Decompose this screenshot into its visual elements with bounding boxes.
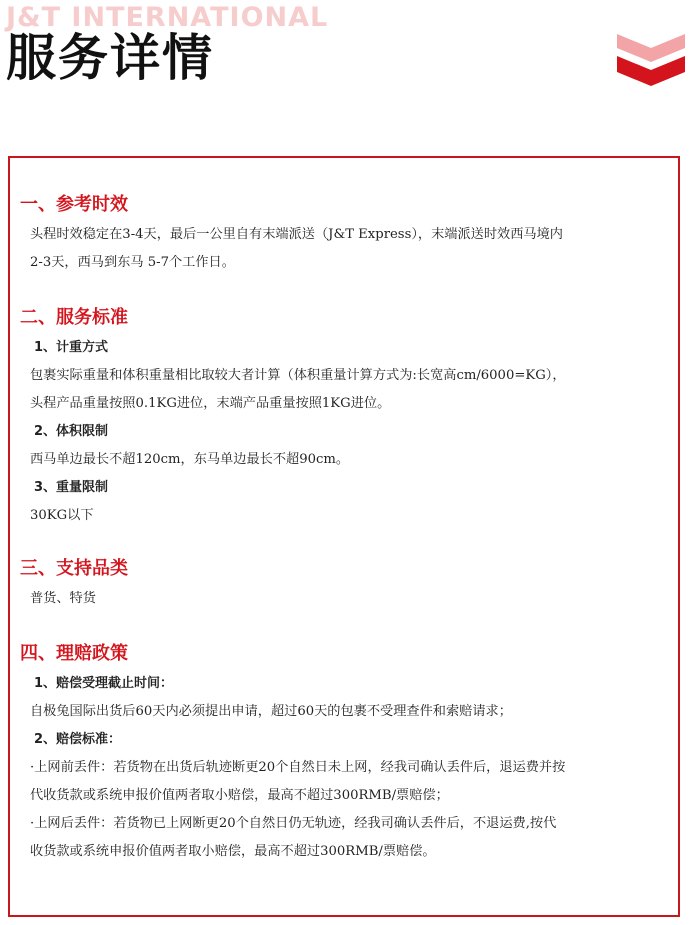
brand-watermark: J&T INTERNATIONAL	[6, 2, 329, 33]
subsection-title-weight-limit: 3、重量限制	[34, 480, 109, 495]
section-title-supported-categories: 三、支持品类	[20, 558, 128, 579]
subsection-title-claim-deadline: 1、赔偿受理截止时间：	[34, 676, 174, 691]
paragraph-line: 30KG以下	[30, 508, 94, 523]
subsection-title-compensation-standard: 2、赔偿标准：	[34, 732, 122, 747]
paragraph-line: 代收货款或系统申报价值两者取小赔偿，最高不超过300RMB/票赔偿；	[30, 788, 449, 803]
service-details-content	[20, 193, 676, 866]
paragraph-line: 收货款或系统申报价值两者取小赔偿，最高不超过300RMB/票赔偿。	[30, 844, 436, 859]
double-chevron-down-icon	[617, 34, 685, 86]
paragraph-line: ·上网后丢件：若货物已上网断更20个自然日仍无轨迹，经我司确认丢件后，不退运费,按代	[30, 816, 557, 831]
paragraph-line: ·上网前丢件：若货物在出货后轨迹断更20个自然日未上网，经我司确认丢件后，退运费并按	[30, 760, 566, 775]
section-title-claims-policy: 四、理赔政策	[20, 643, 128, 664]
paragraph-line: 头程产品重量按照0.1KG进位，末端产品重量按照1KG进位。	[30, 396, 391, 411]
paragraph-line: 包裹实际重量和体积重量相比取较大者计算（体积重量计算方式为:长宽高cm/6000=KG），	[30, 368, 566, 383]
service-details-panel	[8, 156, 680, 917]
paragraph-line: 普货、特货	[30, 591, 96, 606]
paragraph-line: 2-3天，西马到东马 5-7个工作日。	[30, 255, 235, 270]
subsection-title-weight-method: 1、计重方式	[34, 340, 109, 355]
page-title: 服务详情	[6, 29, 214, 87]
paragraph-line: 自极兔国际出货后60天内必须提出申请，超过60天的包裹不受理查件和索赔请求；	[30, 704, 512, 719]
subsection-title-size-limit: 2、体积限制	[34, 424, 109, 439]
paragraph-line: 头程时效稳定在3-4天，最后一公里自有末端派送（J&T Express），末端派送时效西马境内	[30, 227, 563, 242]
paragraph-line: 西马单边最长不超120cm，东马单边最长不超90cm。	[30, 452, 350, 467]
section-title-service-standard: 二、服务标准	[20, 307, 128, 328]
section-title-reference-time: 一、参考时效	[20, 194, 128, 215]
